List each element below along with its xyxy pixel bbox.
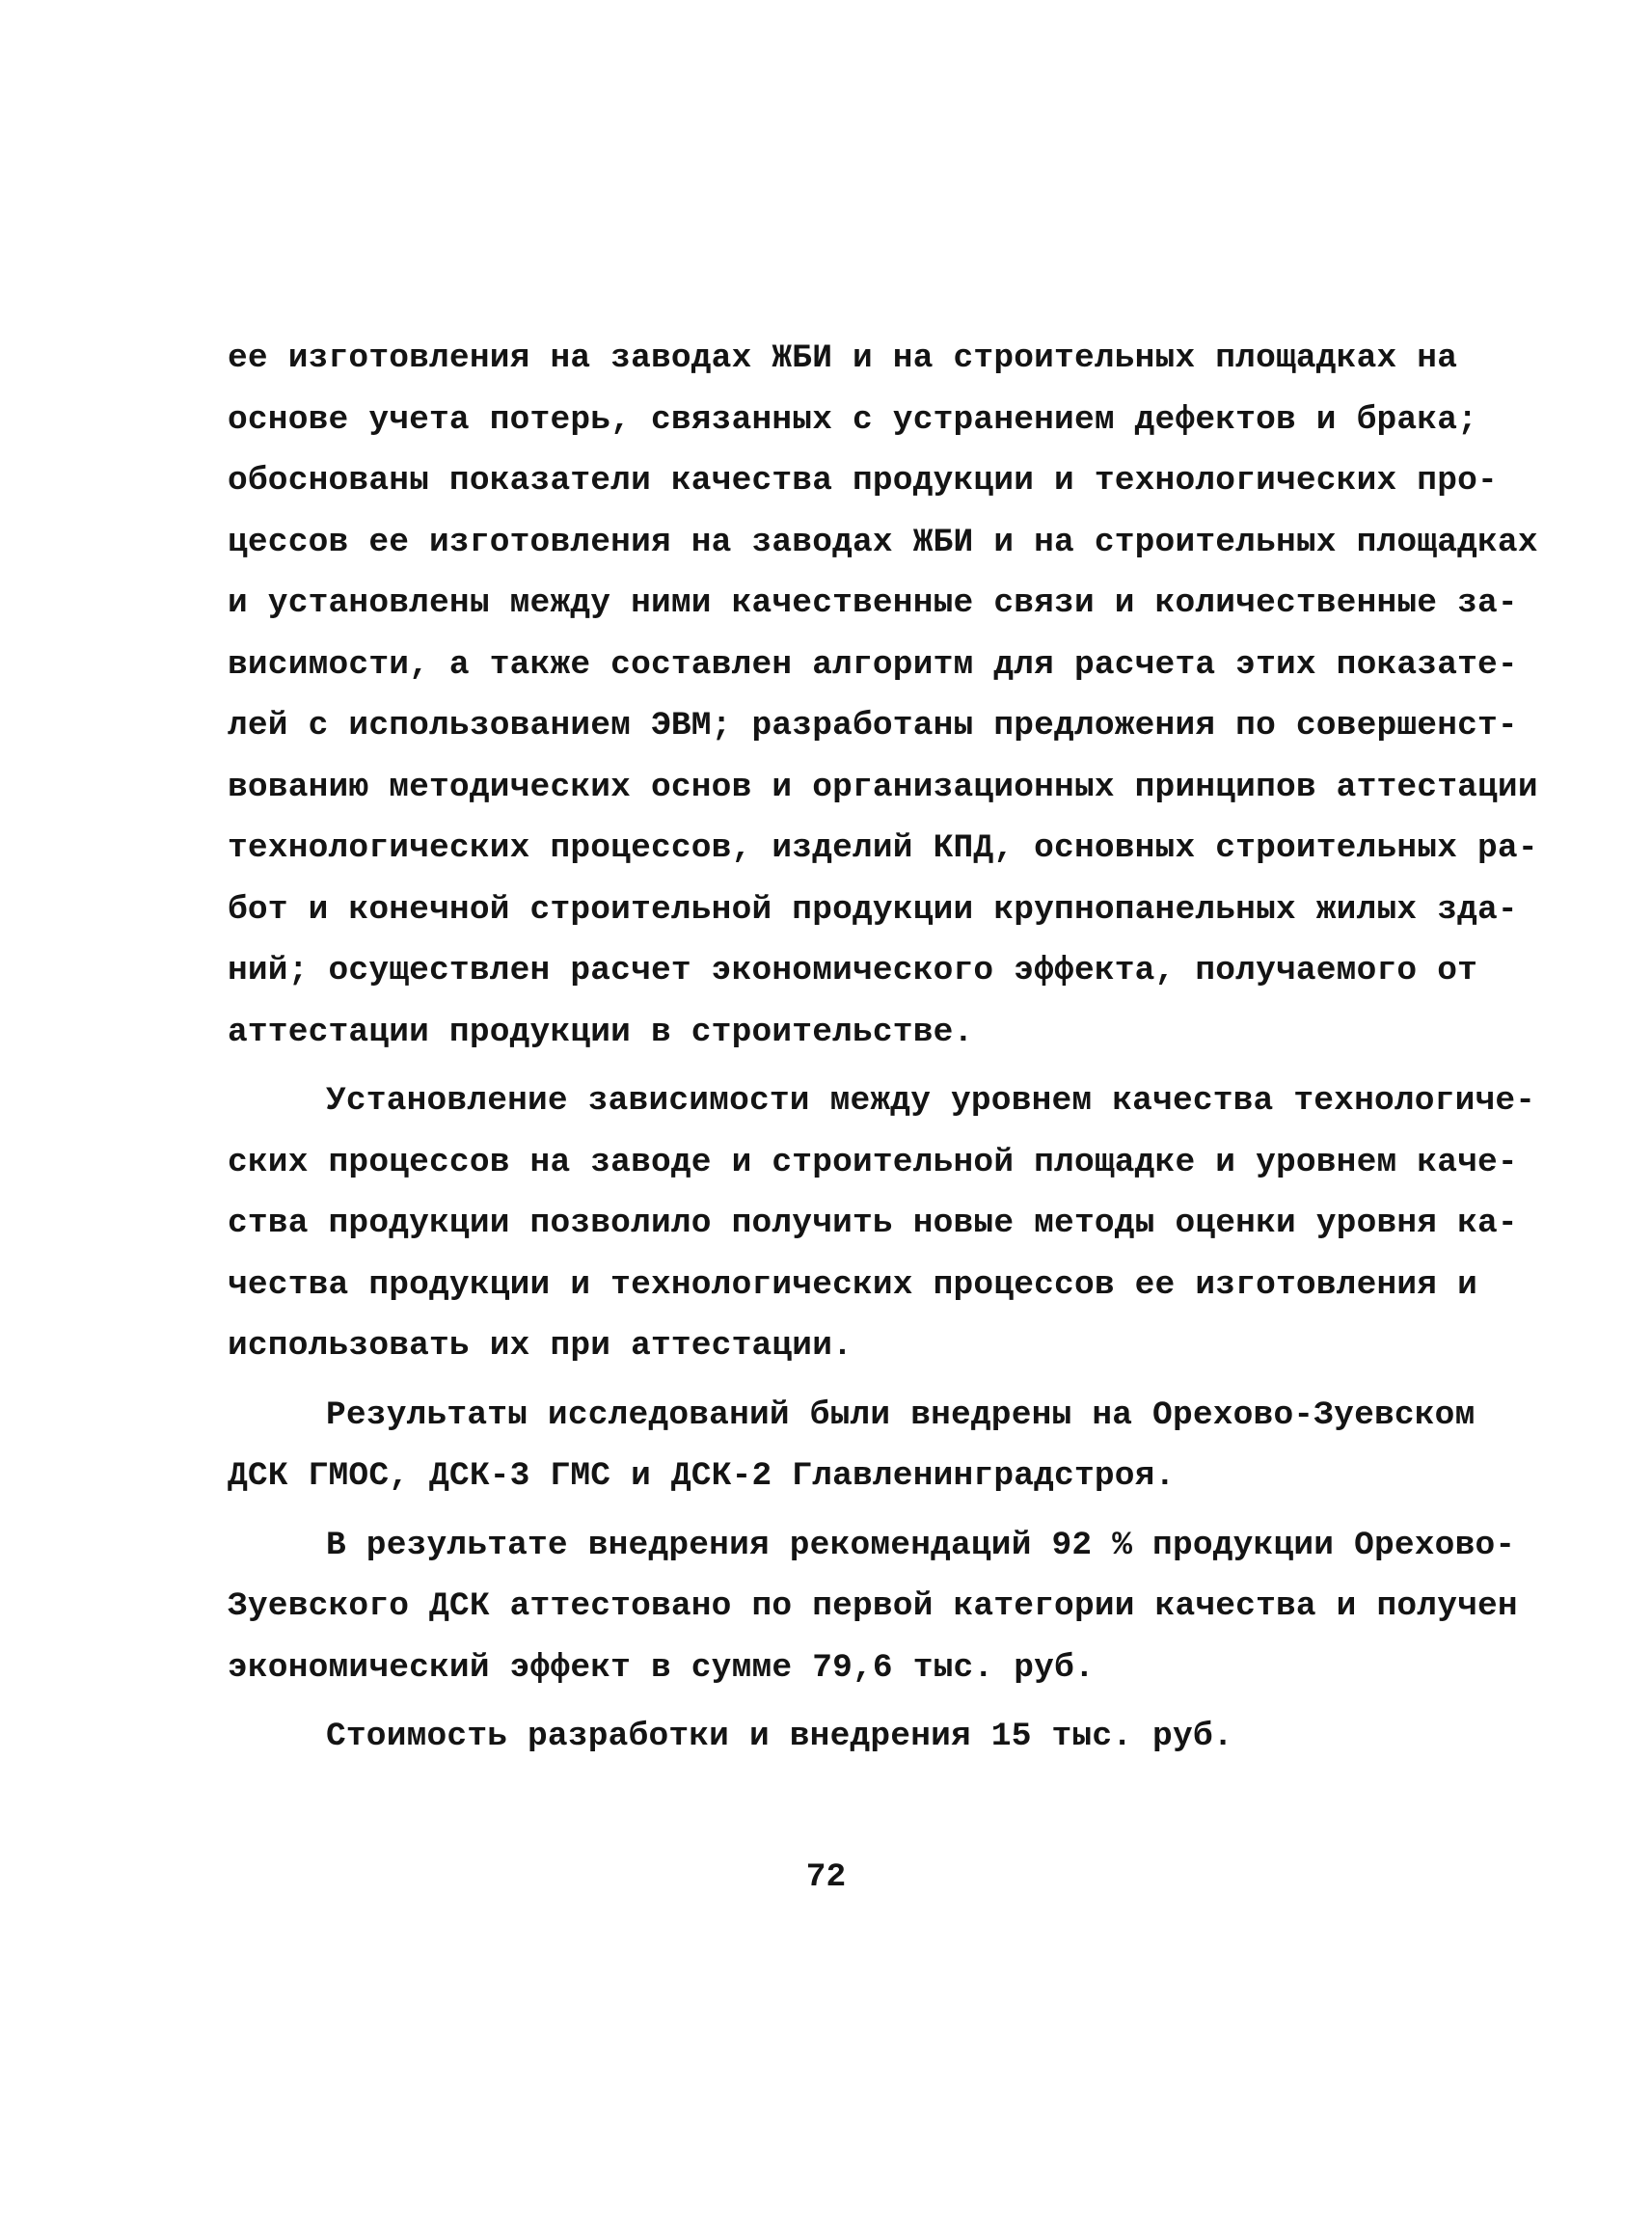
text-line: висимости, а также составлен алгоритм для расчета этих показате- [228, 645, 1518, 684]
text-line: и установлены между ними качественные связи и количественные за- [228, 584, 1518, 622]
text-line: ее изготовления на заводах ЖБИ и на строительных площадках на [228, 339, 1458, 377]
text-line: чества продукции и технологических процессов ее изготовления и [228, 1265, 1478, 1304]
text-line: технологических процессов, изделий КПД, основных строительных ра- [228, 829, 1538, 867]
paragraph-dependency [228, 1070, 1536, 1377]
text-line: Результаты исследований были внедрены на Орехово-Зуевском [326, 1395, 1476, 1434]
paragraph-cost [228, 1706, 1510, 1768]
text-line: ских процессов на заводе и строительной площадке и уровнем каче- [228, 1143, 1518, 1181]
page-number: 72 [805, 1858, 847, 1896]
paragraph-continuation [228, 328, 1538, 1063]
text-line: вованию методических основ и организационных принципов аттестации [228, 768, 1538, 806]
paragraph-results [228, 1515, 1518, 1699]
text-line: экономический эффект в сумме 79,6 тыс. руб. [228, 1648, 1095, 1687]
text-line: ства продукции позволило получить новые методы оценки уровня ка- [228, 1205, 1518, 1242]
text-line: лей с использованием ЭВМ; разработаны предложения по совершенст- [228, 707, 1518, 745]
text-line: бот и конечной строительной продукции крупнопанельных жилых зда- [228, 890, 1518, 929]
text-line: Зуевского ДСК аттестовано по первой категории качества и получен [228, 1587, 1518, 1625]
paragraph-implementation [228, 1385, 1510, 1507]
body-text [228, 328, 1538, 1768]
text-line: ДСК ГМОС, ДСК-3 ГМС и ДСК-2 Главленинградстроя. [228, 1457, 1176, 1495]
text-line: Стоимость разработки и внедрения 15 тыс. руб. [326, 1718, 1233, 1755]
text-line: цессов ее изготовления на заводах ЖБИ и на строительных площадках [228, 523, 1538, 561]
text-line: использовать их при аттестации. [228, 1327, 853, 1365]
text-line: Установление зависимости между уровнем качества технологиче- [326, 1082, 1536, 1120]
text-line: аттестации продукции в строительстве. [228, 1013, 974, 1051]
text-line: обоснованы показатели качества продукции и технологических про- [228, 462, 1498, 500]
text-line: В результате внедрения рекомендаций 92 % продукции Орехово- [326, 1526, 1516, 1564]
text-line: основе учета потерь, связанных с устранением дефектов и брака; [228, 400, 1478, 439]
text-line: ний; осуществлен расчет экономического эффекта, получаемого от [228, 952, 1478, 989]
